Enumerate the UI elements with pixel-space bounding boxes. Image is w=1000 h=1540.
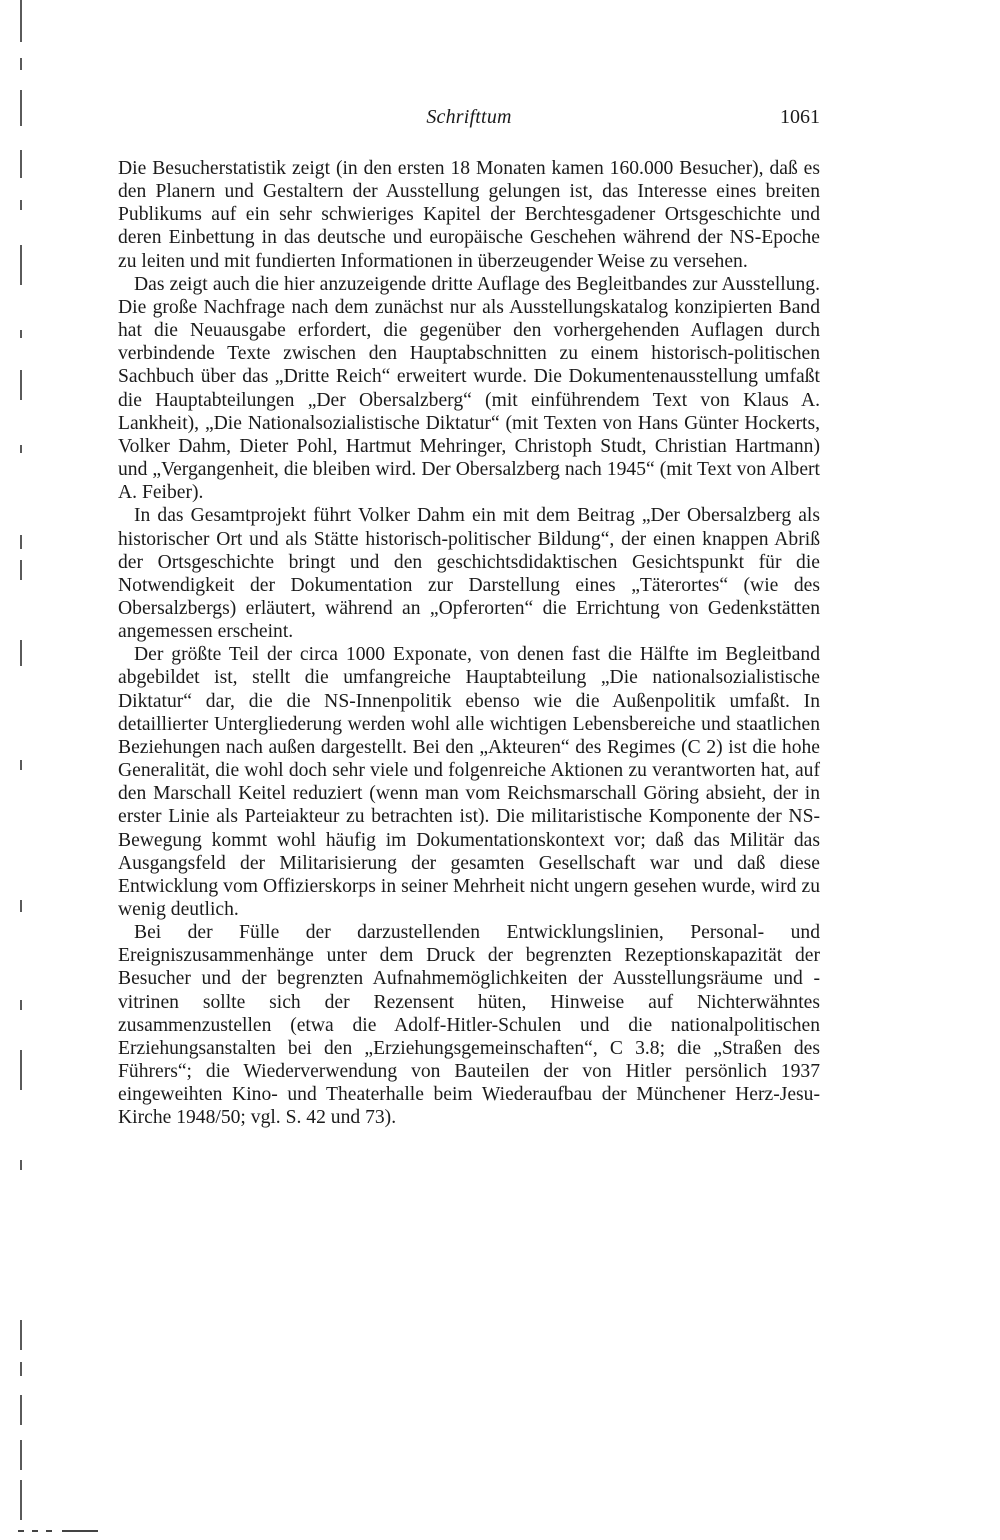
paragraph: Das zeigt auch die hier anzuzeigende dritte Auflage des Begleitbandes zur Ausstellung. Die große Nachfrage nach dem zunächst nur als Ausstellungskatalog konzipierten Band hat die Neuausgabe erfordert, die gegenüber den vorhergehenden Auflagen durch verbindende Texte zwischen den Hauptabschnitten zu einem historisch-politischen Sachbuch über das „Dritte Reich“ erweitert wurde. Die Dokumentenausstellung umfaßt die Hauptabteilungen „Der Obersalzberg“ (mit einführendem Text von Klaus A. Lankheit), „Die Nationalsozialistische Diktatur“ (mit Texten von Hans Günter Hockerts, Volker Dahm, Dieter Pohl, Hartmut Mehringer, Christoph Studt, Christian Hartmann) und „Vergangenheit, die bleiben wird. Der Obersalzberg nach 1945“ (mit Text von Albert A. Feiber). bbox=[118, 273, 820, 504]
scan-bottom-marks bbox=[18, 1530, 98, 1532]
running-header bbox=[118, 106, 820, 136]
body-text bbox=[118, 157, 820, 1130]
running-title: Schrifttum bbox=[426, 106, 512, 128]
paragraph: Die Besucherstatistik zeigt (in den ersten 18 Monaten kamen 160.000 Besucher), daß es den Planern und Gestaltern der Ausstellung gelungen ist, das Interesse eines breiten Publikums auf ein sehr schwieriges Kapitel der Berchtesgadener Ortsgeschichte und deren Einbettung in das deutsche und europäische Geschehen während der NS-Epoche zu leiten und mit fundierten Informationen in überzeugender Weise zu versehen. bbox=[118, 158, 820, 272]
paragraph: Bei der Fülle der darzustellenden Entwicklungslinien, Personal- und Ereigniszusammenhänge unter dem Druck der begrenzten Rezeptionskapazität der Besucher und der begrenzten Aufnahmemöglichkeiten der Ausstellungsräume und -vitrinen sollte sich der Rezensent hüten, Hinweise auf Nichterwähntes zusammenzustellen (etwa die Adolf-Hitler-Schulen und die nationalpolitischen Erziehungsanstalten bei den „Erziehungsgemeinschaften“, C 3.8; die „Straßen des Führers“; die Wiederverwendung von Bauteilen der von Hitler persönlich 1937 eingeweihten Kino- und Theaterhalle beim Wiederaufbau der Münchener Herz-Jesu-Kirche 1948/50; vgl. S. 42 und 73). bbox=[118, 922, 820, 1129]
paragraph: In das Gesamtprojekt führt Volker Dahm ein mit dem Beitrag „Der Obersalzberg als historischer Ort und als Stätte historisch-politischer Bildung“, der einen knappen Abriß der Ortsgeschichte bringt und den geschichtsdidaktischen Gesichtspunkt für die Notwendigkeit der Dokumentation zur Darstellung eines „Täterortes“ (wie des Obersalzbergs) erläutert, während an „Opferorten“ die Errichtung von Gedenkstätten angemessen erscheint. bbox=[118, 505, 820, 643]
page-number: 1061 bbox=[780, 106, 820, 128]
paragraph: Der größte Teil der circa 1000 Exponate, von denen fast die Hälfte im Begleitband abgebildet ist, stellt die umfangreiche Hauptabteilung „Die nationalsozialistische Diktatur“ dar, die die NS-Innenpolitik ebenso wie die Außenpolitik umfaßt. In detaillierter Untergliederung werden wohl alle wichtigen Lebensbereiche und staatlichen Beziehungen nach außen dargestellt. Bei den „Akteuren“ des Regimes (C 2) ist die hohe Generalität, die wohl doch sehr viele und folgenreiche Aktionen zu verantworten hat, auf den Marschall Keitel reduziert (wenn man vom Reichsmarschall Göring absieht, der in erster Linie als Parteiakteur zu betrachten ist). Die militaristische Komponente der NS-Bewegung kommt wohl häufig im Dokumentationskontext vor; daß das Militär das Ausgangsfeld der Militarisierung der gesamten Gesellschaft war und daß diese Entwicklung vom Offizierskorps in seiner Mehrheit nicht ungern gesehen wurde, wird zu wenig deutlich. bbox=[118, 644, 820, 920]
scan-margin-marks bbox=[20, 0, 24, 1540]
